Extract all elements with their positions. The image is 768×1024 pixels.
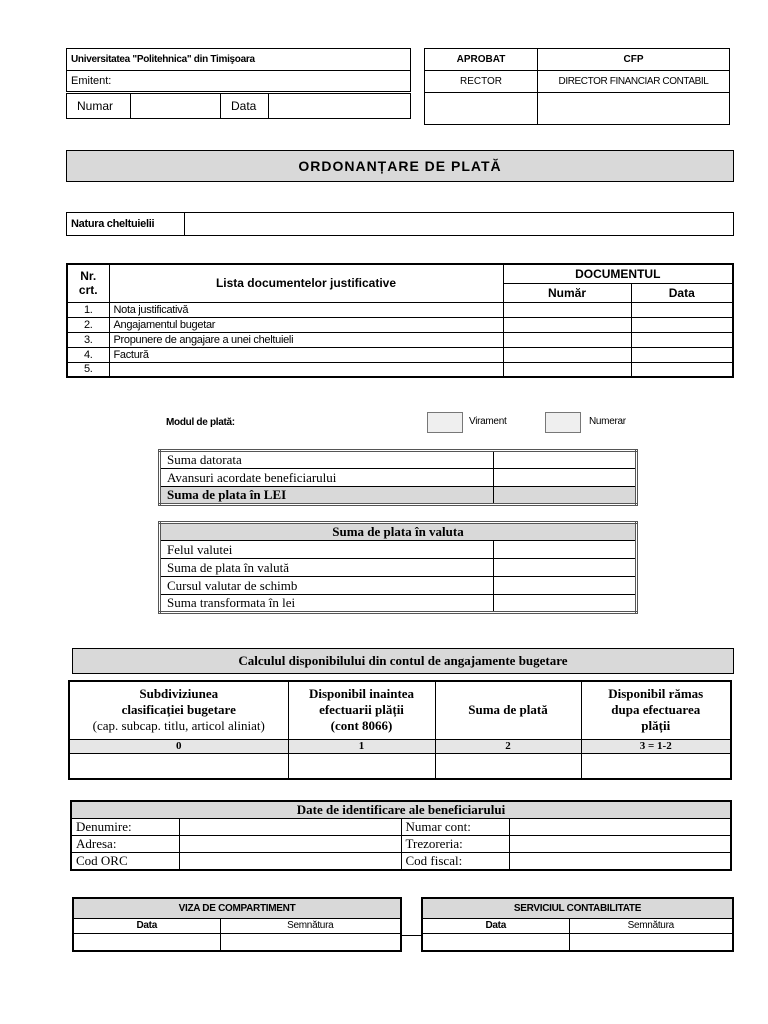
data-field[interactable]: [269, 93, 411, 119]
cod-orc-label: Cod ORC: [71, 853, 179, 871]
adresa-label: Adresa:: [71, 836, 179, 853]
col-index-1: 1: [288, 739, 435, 753]
viza-compartiment-title: VIZA DE COMPARTIMENT: [73, 898, 401, 918]
row-numar-field[interactable]: [503, 317, 631, 332]
documents-table: [66, 263, 734, 378]
numar-cont-label: Numar cont:: [401, 819, 509, 836]
table-row: [67, 332, 733, 347]
row-name: Factură: [109, 347, 503, 362]
table-row: [67, 362, 733, 377]
virament-checkbox[interactable]: [427, 412, 463, 433]
row-nr: 2.: [67, 317, 109, 332]
curs-valutar-label: Cursul valutar de schimb: [160, 577, 494, 595]
nr-header: Nr.: [80, 269, 97, 284]
disponibil-inainte-header: [288, 681, 435, 739]
row-nr: 3.: [67, 332, 109, 347]
rector-label: RECTOR: [425, 71, 538, 93]
disponibil-ramas-header: [581, 681, 731, 739]
aprobat-label: APROBAT: [425, 49, 538, 71]
trezoreria-field[interactable]: [509, 836, 731, 853]
curs-valutar-field[interactable]: [494, 577, 637, 595]
emitent-field[interactable]: Emitent:: [67, 71, 411, 93]
suma-transformata-field[interactable]: [494, 595, 637, 613]
valuta-title: Suma de plata în valuta: [160, 523, 637, 541]
col0-line2: clasificației bugetare: [121, 702, 236, 718]
row-data-field[interactable]: [631, 332, 733, 347]
divider: [402, 935, 421, 936]
denumire-label: Denumire:: [71, 819, 179, 836]
row-name[interactable]: [109, 362, 503, 377]
cod-fiscal-field[interactable]: [509, 853, 731, 871]
suma-datorata-label: Suma datorata: [160, 451, 494, 469]
col-index-2: 2: [435, 739, 581, 753]
numar-header: Număr: [503, 283, 631, 302]
trezoreria-label: Trezoreria:: [401, 836, 509, 853]
payment-mode-label: Modul de plată:: [166, 417, 235, 428]
viza-data-field[interactable]: [73, 933, 220, 951]
row-numar-field[interactable]: [503, 332, 631, 347]
approval-table: [424, 48, 730, 125]
col-index-0: 0: [69, 739, 288, 753]
row-data-field[interactable]: [631, 347, 733, 362]
row-nr: 5.: [67, 362, 109, 377]
rector-signature[interactable]: [425, 93, 538, 125]
suma-valuta-field[interactable]: [494, 559, 637, 577]
suma-plata-lei-label: Suma de plata în LEI: [160, 487, 494, 505]
cod-orc-field[interactable]: [179, 853, 401, 871]
row-numar-field[interactable]: [503, 347, 631, 362]
contabilitate-table: [421, 897, 734, 952]
documentul-header: DOCUMENTUL: [503, 264, 733, 283]
suma-plata-lei-field[interactable]: [494, 487, 637, 505]
subdiviziunea-header: [69, 681, 288, 739]
numar-label: Numar: [67, 93, 131, 119]
valuta-table: [158, 521, 638, 614]
col3-line2: dupa efectuarea: [611, 702, 701, 718]
numar-field[interactable]: [131, 93, 221, 119]
beneficiar-table: [70, 800, 732, 871]
col0-line3: (cap. subcap. titlu, articol aliniat): [92, 718, 265, 734]
numerar-label: Numerar: [589, 416, 626, 427]
contabilitate-semnatura-label: Semnătura: [569, 918, 733, 933]
row-nr: 1.: [67, 302, 109, 317]
col1-line1: Disponibil inaintea: [308, 686, 415, 702]
lista-header: Lista documentelor justificative: [109, 264, 503, 302]
col-index-3: 3 = 1-2: [581, 739, 731, 753]
viza-semnatura-field[interactable]: [220, 933, 401, 951]
beneficiar-title: Date de identificare ale beneficiarului: [71, 801, 731, 819]
adresa-field[interactable]: [179, 836, 401, 853]
suma-plata-header: Suma de plată: [435, 681, 581, 739]
cfp-label: CFP: [538, 49, 730, 71]
natura-cheltuielii-row: [66, 212, 734, 236]
subdiviziunea-field[interactable]: [69, 753, 288, 779]
table-row: [67, 302, 733, 317]
contabilitate-data-field[interactable]: [422, 933, 569, 951]
viza-semnatura-label: Semnătura: [220, 918, 401, 933]
suma-transformata-label: Suma transformata în lei: [160, 595, 494, 613]
page-title: ORDONANȚARE DE PLATĂ: [66, 150, 734, 182]
natura-label: Natura cheltuielii: [67, 213, 185, 235]
natura-field[interactable]: [185, 213, 733, 235]
sums-table: [158, 449, 638, 506]
nr-crt-header: [67, 264, 109, 302]
contabilitate-title: SERVICIUL CONTABILITATE: [422, 898, 733, 918]
emitent-header-table: [66, 48, 411, 119]
viza-compartiment-table: [72, 897, 402, 952]
data-label: Data: [221, 93, 269, 119]
row-data-field[interactable]: [631, 362, 733, 377]
col0-line1: Subdiviziunea: [139, 686, 219, 702]
calcul-table: [68, 680, 732, 780]
suma-plata-field[interactable]: [435, 753, 581, 779]
row-data-field[interactable]: [631, 317, 733, 332]
contabilitate-data-label: Data: [422, 918, 569, 933]
felul-valutei-field[interactable]: [494, 541, 637, 559]
cod-fiscal-label: Cod fiscal:: [401, 853, 509, 871]
virament-label: Virament: [469, 416, 507, 427]
row-name: Nota justificativă: [109, 302, 503, 317]
table-row: [67, 347, 733, 362]
data-header: Data: [631, 283, 733, 302]
denumire-field[interactable]: [179, 819, 401, 836]
col1-line3: (cont 8066): [330, 718, 393, 734]
row-nr: 4.: [67, 347, 109, 362]
table-row: [67, 317, 733, 332]
disponibil-ramas-field[interactable]: [581, 753, 731, 779]
numar-cont-field[interactable]: [509, 819, 731, 836]
col3-line1: Disponibil rămas: [608, 686, 704, 702]
suma-datorata-field[interactable]: [494, 451, 637, 469]
contabilitate-semnatura-field[interactable]: [569, 933, 733, 951]
felul-valutei-label: Felul valutei: [160, 541, 494, 559]
suma-valuta-label: Suma de plata în valută: [160, 559, 494, 577]
director-signature[interactable]: [538, 93, 730, 125]
row-numar-field[interactable]: [503, 362, 631, 377]
university-name: Universitatea "Politehnica" din Timişoara: [67, 49, 411, 71]
col1-line2: efectuarii plății: [319, 702, 404, 718]
avansuri-field[interactable]: [494, 469, 637, 487]
col3-line3: plății: [641, 718, 671, 734]
row-name: Propunere de angajare a unei cheltuieli: [109, 332, 503, 347]
avansuri-label: Avansuri acordate beneficiarului: [160, 469, 494, 487]
disponibil-inainte-field[interactable]: [288, 753, 435, 779]
row-data-field[interactable]: [631, 302, 733, 317]
numerar-checkbox[interactable]: [545, 412, 581, 433]
calcul-title: Calculul disponibilului din contul de angajamente bugetare: [72, 648, 734, 674]
viza-data-label: Data: [73, 918, 220, 933]
row-name: Angajamentul bugetar: [109, 317, 503, 332]
crt-header: crt.: [78, 283, 98, 298]
director-label: DIRECTOR FINANCIAR CONTABIL: [538, 71, 730, 93]
row-numar-field[interactable]: [503, 302, 631, 317]
